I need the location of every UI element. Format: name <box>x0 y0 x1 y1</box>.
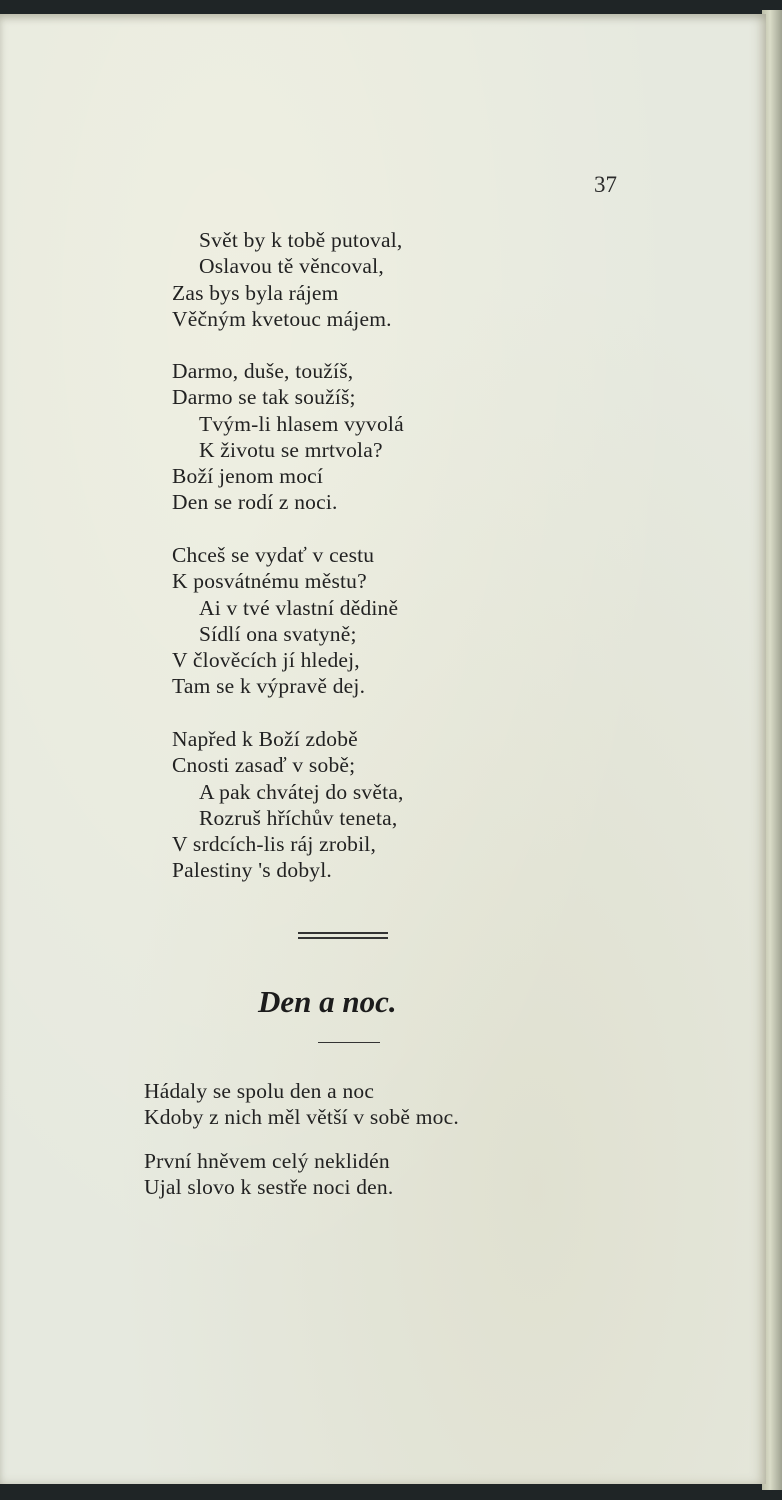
section-divider-top <box>298 932 388 934</box>
stanza-3 <box>172 542 398 700</box>
verse-line: Chceš se vydať v cestu <box>172 543 375 567</box>
verse-line: V člověcích jí hledej, <box>172 648 360 673</box>
verse-line: K životu se mrtvola? <box>199 437 383 462</box>
verse-line: Darmo se tak soužíš; <box>172 385 356 410</box>
verse-line: Rozruš hříchův teneta, <box>199 805 398 830</box>
verse-line: Oslavou tě věncoval, <box>199 254 384 279</box>
title-underline-rule <box>318 1042 380 1043</box>
verse-line: Ujal slovo k sestře noci den. <box>144 1175 394 1200</box>
verse-line: Boží jenom mocí <box>172 464 324 489</box>
poem-stanza-2 <box>144 1148 393 1201</box>
verse-line: Tvým-li hlasem vyvolá <box>199 411 404 436</box>
verse-line: První hněvem celý neklidén <box>144 1149 390 1173</box>
stanza-4 <box>172 726 404 884</box>
verse-line: Hádaly se spolu den a noc <box>144 1079 375 1103</box>
verse-line: Tam se k výpravě dej. <box>172 674 366 699</box>
verse-line: Cnosti zasaď v sobě; <box>172 753 356 778</box>
section-divider-bottom <box>298 937 388 939</box>
poem-title: Den a noc. <box>258 984 397 1019</box>
verse-line: Sídlí ona svatyně; <box>199 621 357 646</box>
stanza-1 <box>172 227 402 332</box>
verse-line: Den se rodí z noci. <box>172 490 338 515</box>
stanza-2 <box>172 358 404 516</box>
poem-stanza-1 <box>144 1078 459 1131</box>
verse-line: Ai v tvé vlastní dědině <box>199 595 399 620</box>
verse-line: Darmo, duše, toužíš, <box>172 359 354 383</box>
verse-line: Zas bys byla rájem <box>172 280 339 305</box>
verse-line: Svět by k tobě putoval, <box>199 228 403 252</box>
verse-line: Věčným kvetouc májem. <box>172 306 392 331</box>
verse-line: Palestiny 's dobyl. <box>172 858 332 883</box>
verse-line: K posvátnému městu? <box>172 569 367 594</box>
verse-line: V srdcích-lis ráj zrobil, <box>172 832 377 857</box>
verse-line: Napřed k Boží zdobě <box>172 727 358 751</box>
verse-line: Kdoby z nich měl větší v sobě moc. <box>144 1105 459 1130</box>
page-number: 37 <box>594 172 617 197</box>
verse-line: A pak chvátej do světa, <box>199 779 404 804</box>
